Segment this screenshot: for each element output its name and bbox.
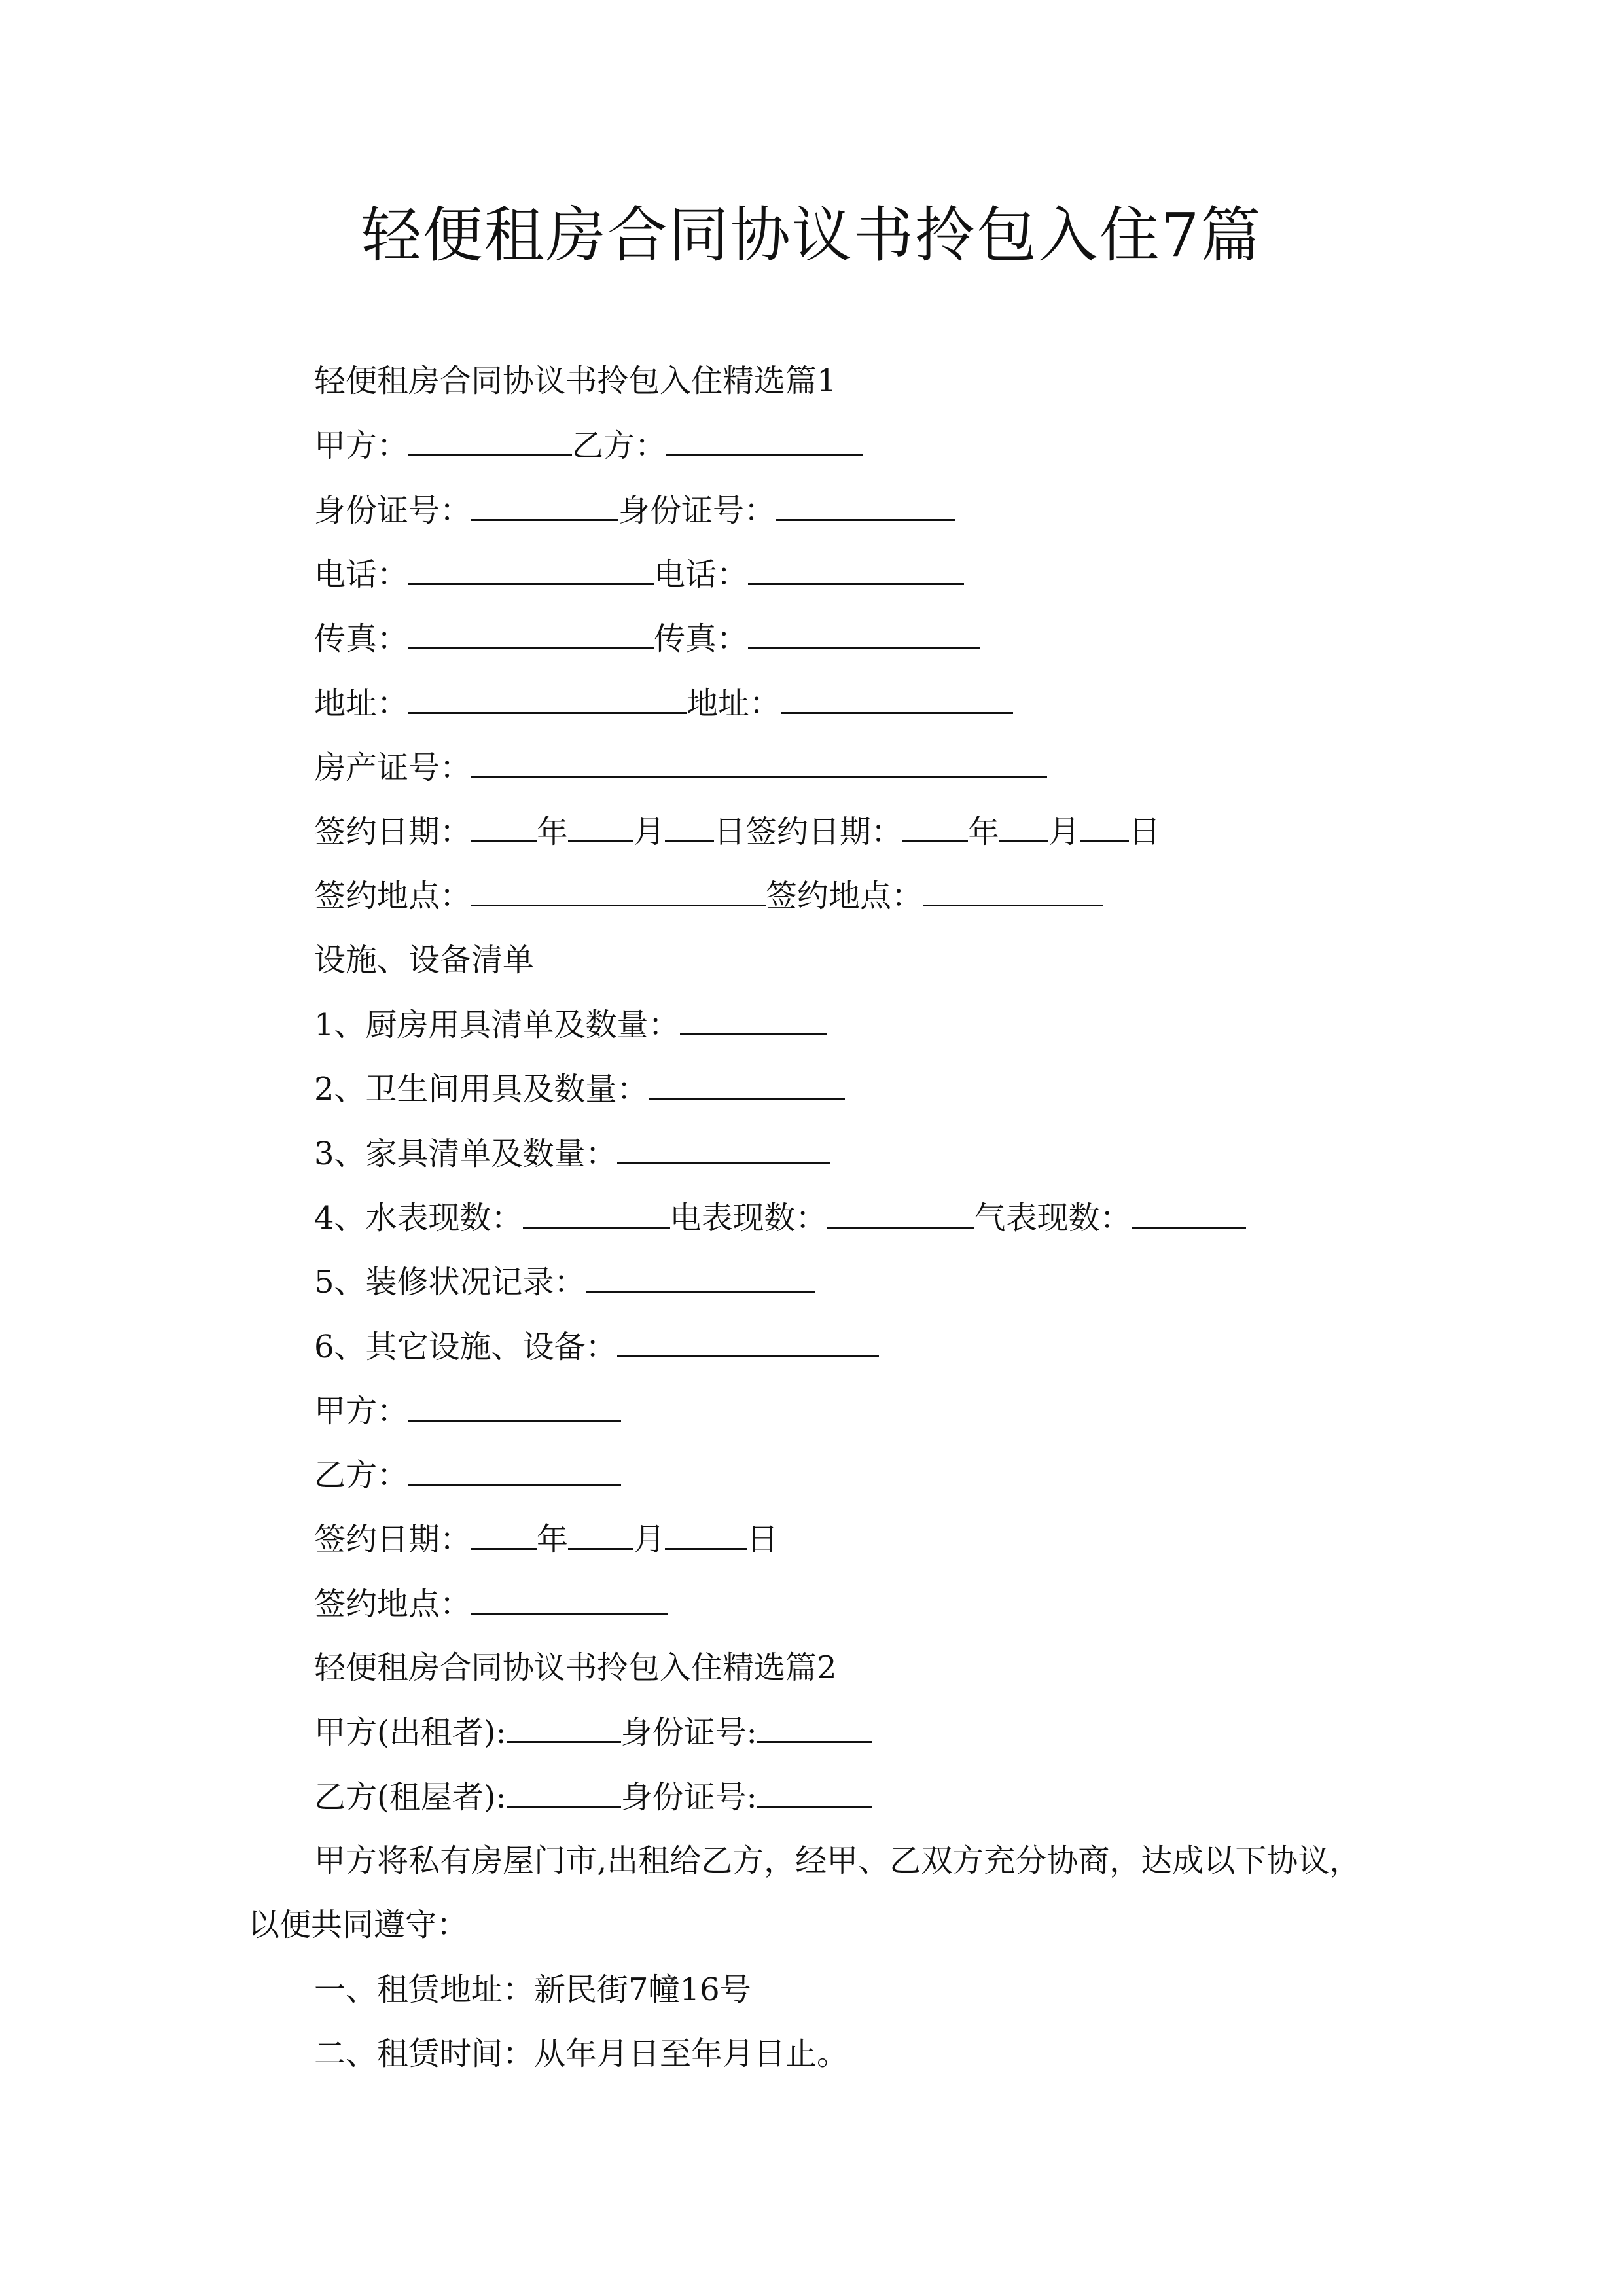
line-text: 气表现数： — [974, 1199, 1132, 1236]
text-line — [314, 425, 863, 465]
line-text: 日 — [747, 1521, 779, 1558]
line-text: 电话： — [314, 556, 409, 593]
document-title: 轻便租房合同协议书拎包入住7篇 — [361, 200, 1262, 270]
line-text: 地址： — [314, 685, 409, 722]
fill-in-blank[interactable] — [748, 619, 980, 649]
line-text: 身份证号： — [314, 492, 472, 529]
fill-in-blank[interactable] — [408, 425, 572, 456]
fill-in-blank[interactable] — [471, 876, 766, 906]
text-line — [314, 1327, 879, 1367]
text-line — [314, 1198, 1246, 1238]
fill-in-blank[interactable] — [408, 619, 654, 649]
text-line — [314, 1262, 815, 1302]
fill-in-blank[interactable] — [471, 812, 537, 842]
text-line — [314, 1841, 1361, 1880]
fill-in-blank[interactable] — [1080, 812, 1129, 842]
line-text: 身份证号: — [620, 1778, 757, 1816]
text-line — [314, 1648, 837, 1687]
fill-in-blank[interactable] — [507, 1777, 621, 1808]
fill-in-blank[interactable] — [757, 1712, 872, 1743]
text-line — [314, 1712, 872, 1752]
text-line — [248, 1905, 468, 1945]
fill-in-blank[interactable] — [586, 1262, 815, 1293]
text-line — [314, 876, 1103, 916]
text-line — [314, 683, 1013, 723]
line-text: 电表现数： — [669, 1199, 827, 1236]
fill-in-blank[interactable] — [617, 1134, 830, 1164]
fill-in-blank[interactable] — [666, 425, 863, 456]
fill-in-blank[interactable] — [408, 1391, 621, 1422]
line-text: 日签约日期： — [714, 814, 903, 851]
line-text: 轻便租房合同协议书拎包入住精选篇1 — [314, 363, 837, 399]
fill-in-blank[interactable] — [408, 1455, 621, 1486]
fill-in-blank[interactable] — [923, 876, 1103, 906]
line-text: 身份证号： — [618, 492, 776, 529]
line-text: 以便共同遵守： — [248, 1907, 469, 1944]
line-text: 月 — [1048, 814, 1080, 851]
line-text: 房产证号： — [314, 749, 472, 786]
text-line — [314, 1777, 872, 1817]
line-text: 甲方： — [314, 1392, 409, 1429]
fill-in-blank[interactable] — [748, 554, 964, 585]
text-line — [314, 1970, 751, 2009]
line-text: 签约日期： — [314, 1521, 472, 1558]
line-text: 日 — [1129, 814, 1161, 851]
text-line — [314, 941, 534, 980]
line-text: 年 — [537, 814, 569, 851]
text-line — [314, 1391, 621, 1431]
line-text: 轻便租房合同协议书拎包入住精选篇2 — [314, 1649, 837, 1686]
line-text: 身份证号: — [620, 1714, 757, 1751]
fill-in-blank[interactable] — [680, 1005, 827, 1035]
line-text: 电话： — [654, 556, 749, 593]
line-text: 签约地点： — [766, 878, 923, 915]
line-text: 二、租赁时间：从年月日至年月日止。 — [314, 2035, 849, 2072]
line-text: 4、水表现数： — [314, 1199, 523, 1236]
fill-in-blank[interactable] — [665, 812, 714, 842]
line-text: 甲方： — [314, 427, 409, 465]
fill-in-blank[interactable] — [649, 1069, 845, 1100]
line-text: 年 — [968, 814, 1000, 851]
text-line — [314, 1069, 845, 1109]
fill-in-blank[interactable] — [999, 812, 1048, 842]
line-text: 2、卫生间用具及数量： — [314, 1071, 649, 1108]
fill-in-blank[interactable] — [408, 683, 687, 714]
line-text: 签约日期： — [314, 814, 472, 851]
text-line — [314, 1005, 827, 1045]
line-text: 乙方(租屋者): — [314, 1778, 507, 1816]
fill-in-blank[interactable] — [776, 490, 955, 521]
text-line — [314, 812, 1160, 852]
fill-in-blank[interactable] — [471, 1584, 668, 1615]
line-text: 一、租赁地址：新民街7幢16号 — [314, 1971, 751, 2008]
fill-in-blank[interactable] — [617, 1327, 879, 1357]
line-text: 地址： — [687, 685, 781, 722]
line-text: 签约地点： — [314, 878, 472, 915]
fill-in-blank[interactable] — [827, 1198, 974, 1229]
line-text: 月 — [633, 814, 666, 851]
text-line — [314, 619, 980, 658]
fill-in-blank[interactable] — [665, 1519, 747, 1550]
line-text: 月 — [633, 1521, 666, 1558]
fill-in-blank[interactable] — [471, 747, 1047, 778]
text-line — [314, 747, 1047, 787]
fill-in-blank[interactable] — [471, 490, 618, 521]
line-text: 5、装修状况记录： — [314, 1264, 586, 1301]
text-line — [314, 1134, 830, 1174]
line-text: 传真： — [654, 620, 749, 658]
text-line — [314, 361, 837, 401]
fill-in-blank[interactable] — [568, 1519, 633, 1550]
fill-in-blank[interactable] — [757, 1777, 872, 1808]
line-text: 传真： — [314, 620, 409, 658]
text-line — [314, 490, 955, 530]
line-text: 设施、设备清单 — [314, 941, 535, 978]
line-text: 甲方将私有房屋门市,出租给乙方，经甲、乙双方充分协商，达成以下协议， — [314, 1842, 1361, 1879]
fill-in-blank[interactable] — [568, 812, 633, 842]
fill-in-blank[interactable] — [523, 1198, 670, 1229]
text-line — [314, 2034, 848, 2073]
line-text: 乙方： — [314, 1457, 409, 1494]
line-text: 3、家具清单及数量： — [314, 1135, 617, 1172]
line-text: 年 — [537, 1521, 569, 1558]
text-line — [314, 554, 964, 594]
fill-in-blank[interactable] — [781, 683, 1013, 714]
fill-in-blank[interactable] — [408, 554, 654, 585]
line-text: 乙方： — [572, 427, 667, 465]
text-line — [314, 1519, 778, 1559]
fill-in-blank[interactable] — [507, 1712, 621, 1743]
text-line — [314, 1455, 621, 1495]
fill-in-blank[interactable] — [1132, 1198, 1246, 1229]
text-line — [314, 1584, 668, 1624]
line-text: 6、其它设施、设备： — [314, 1328, 617, 1365]
fill-in-blank[interactable] — [902, 812, 968, 842]
line-text: 签约地点： — [314, 1585, 472, 1623]
line-text: 甲方(出租者): — [314, 1714, 507, 1751]
fill-in-blank[interactable] — [471, 1519, 537, 1550]
line-text: 1、厨房用具清单及数量： — [314, 1007, 680, 1043]
